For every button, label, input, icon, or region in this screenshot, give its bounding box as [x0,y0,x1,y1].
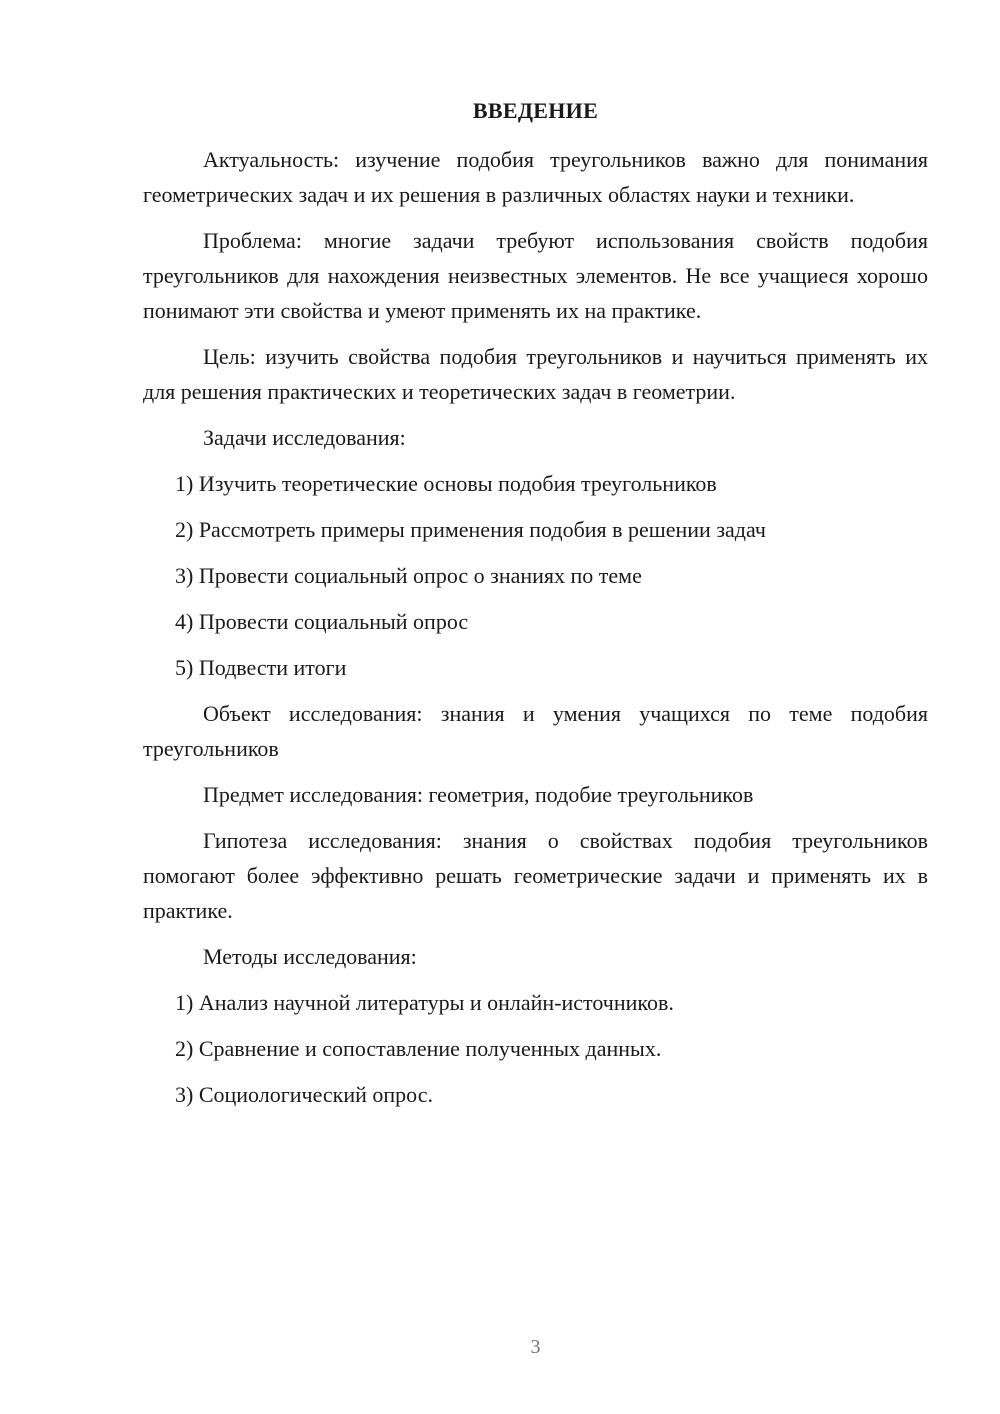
task-item-1: 1) Изучить теоретические основы подобия треугольников [175,471,717,496]
task-item-2: 2) Рассмотреть примеры применения подобия в решении задач [175,517,766,542]
problem-paragraph: Проблема: многие задачи требуют использования свойств подобия треугольников для нахождения неизвестных элементов. Не все учащиеся хорошо понимают эти свойства и умеют применять их на практике. [143,228,928,323]
goal-paragraph: Цель: изучить свойства подобия треугольников и научиться применять их для решения практических и теоретических задач в геометрии. [143,344,928,404]
task-item-3: 3) Провести социальный опрос о знаниях по теме [175,563,642,588]
document-page [143,0,928,1414]
methods-heading: Методы исследования: [203,944,417,969]
page-title: ВВЕДЕНИЕ [472,98,599,123]
method-item-1: 1) Анализ научной литературы и онлайн-источников. [175,990,674,1015]
hypothesis-paragraph: Гипотеза исследования: знания о свойствах подобия треугольников помогают более эффективно решать геометрические задачи и применять их в практике. [143,828,928,923]
task-item-4: 4) Провести социальный опрос [175,609,469,634]
task-item-5: 5) Подвести итоги [175,655,347,680]
method-item-3: 3) Социологический опрос. [175,1082,433,1107]
subject-paragraph: Предмет исследования: геометрия, подобие треугольников [203,782,754,807]
relevance-paragraph: Актуальность: изучение подобия треугольников важно для понимания геометрических задач и их решения в различных областях науки и техники. [143,147,928,207]
document-body [143,142,928,1123]
page-number: 3 [530,1336,541,1358]
tasks-heading: Задачи исследования: [203,425,406,450]
object-paragraph: Объект исследования: знания и умения учащихся по теме подобия треугольников [143,701,928,761]
method-item-2: 2) Сравнение и сопоставление полученных данных. [175,1036,662,1061]
